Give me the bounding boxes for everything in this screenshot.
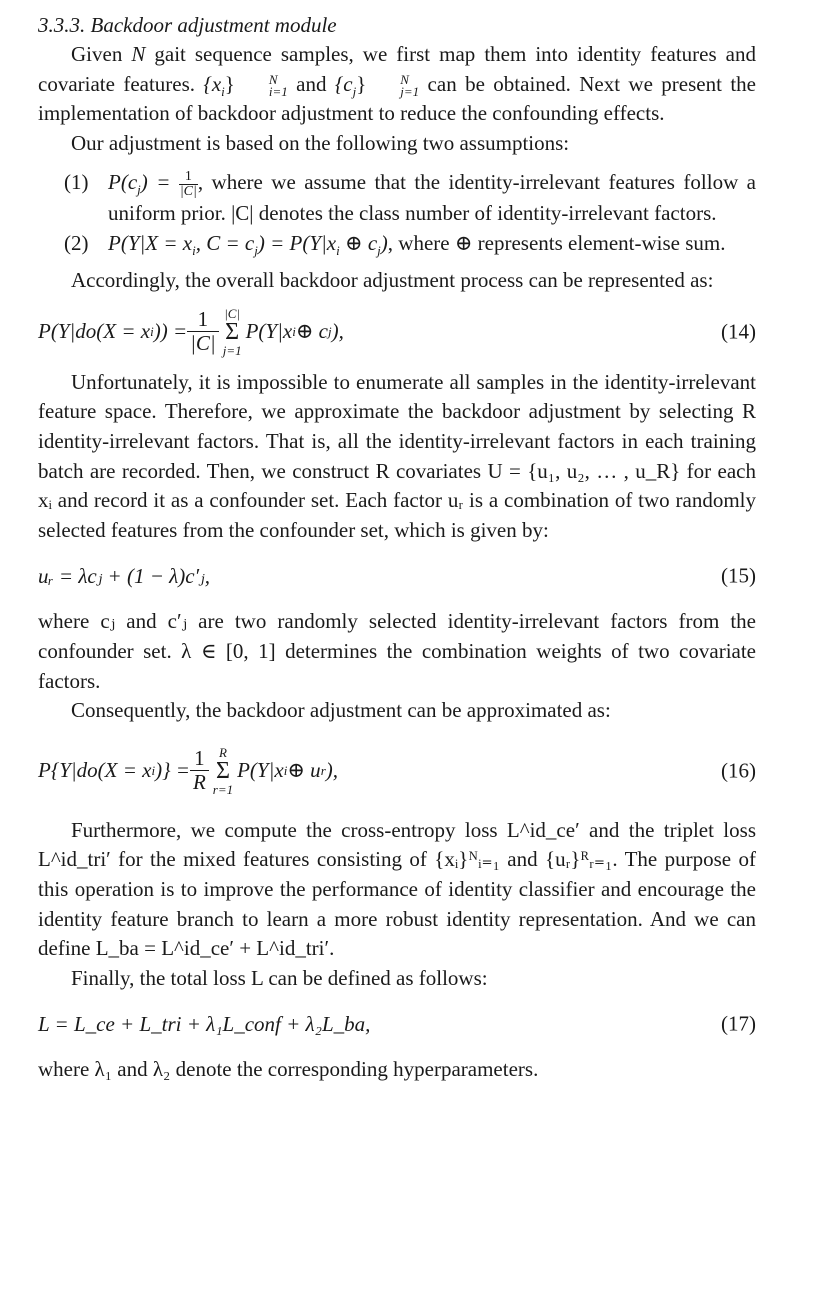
equation-16: P{Y|do(X = x i )} = $\frac{1}{R}$ R Σ r=1 P(Y|x i ⊕ u r ), (16) xyxy=(38,744,756,797)
paper-page xyxy=(38,10,756,1085)
equation-17: L = L_ce + L_tri + λ₁L_conf + λ₂L_ba, (17) xyxy=(38,1011,756,1036)
paragraph-unfortunately: Unfortunately, it is impossible to enumerate all samples in the identity-irrelevant feature space. Therefore, we approximate the backdoor adjustment by selecting R identity-irrelevant factors. That is, all the identity-irrelevant factors in each training batch are recorded. Then, we construct R covariates U = {u₁, u₂, … , u_R} for each xᵢ and record it as a confounder set. Each factor uᵣ is a combination of two randomly selected features from the confounder set, which is given by: xyxy=(38,369,756,542)
paragraph-consequently: Consequently, the backdoor adjustment can be approximated as: xyxy=(71,698,611,723)
paragraph-where-c: where cⱼ and c′ⱼ are two randomly selected identity-irrelevant factors from the confounder set. λ ∈ [0, 1] determines the combination weights of two covariate factors. xyxy=(38,609,756,693)
assumption-1: (1) $P(c_j)$ = $\frac{1}{|C|}$ , where we assume that the identity-irrelevant features follow a uniform prior. |C| denotes the class number of identity-irrelevant factors. xyxy=(64,169,756,226)
assumption-2: (2) $P(Y|X = x_i$, $C = c_j) = P(Y|x_i$ ⊕ $c_j$), where ⊕ represents element-wise sum. xyxy=(64,230,726,258)
equation-14: P(Y|do(X = x i )) = $\frac{1}{|C|}$ |C| Σ j=1 P(Y|x i ⊕ c j ), (14) xyxy=(38,305,756,358)
equation-15-number: (15) xyxy=(721,563,756,588)
equation-16-number: (16) xyxy=(721,758,756,783)
section-heading: 3.3.3. Backdoor adjustment module xyxy=(38,13,337,37)
paragraph-where-lambda: where λ₁ and λ₂ denote the corresponding hyperparameters. xyxy=(38,1057,539,1082)
paragraph-accordingly: Accordingly, the overall backdoor adjustment process can be represented as: xyxy=(71,268,714,293)
paragraph-furthermore: Furthermore, we compute the cross-entropy loss L^id_ce′ and the triplet loss L^id_tri′ for the mixed features consisting of {xᵢ}ᴺᵢ₌₁ and {uᵣ}ᴿᵣ₌₁. The purpose of this operation is to improve the performance of identity classifier and encourage the identity feature branch to learn a more robust identity representation. And we can define L_ba = L^id_ce′ + L^id_tri′. xyxy=(38,817,756,961)
paragraph-intro: Given N gait sequence samples, we first map them into identity features and covariate features. $\{x_i\}$ N i=1 and $\{c_j\}$ N j=1 can be obtained. Next we present the implementation of backdoor adjustment to reduce the confounding effects. xyxy=(38,42,756,126)
paragraph-assumptions-intro: Our adjustment is based on the following two assumptions: xyxy=(71,130,570,155)
paragraph-finally: Finally, the total loss L can be defined as follows: xyxy=(71,965,488,990)
equation-17-number: (17) xyxy=(721,1011,756,1036)
equation-14-number: (14) xyxy=(721,319,756,344)
assumption-list xyxy=(38,168,756,258)
equation-15: uᵣ = λcⱼ + (1 − λ)c′ⱼ, (15) xyxy=(38,563,756,588)
